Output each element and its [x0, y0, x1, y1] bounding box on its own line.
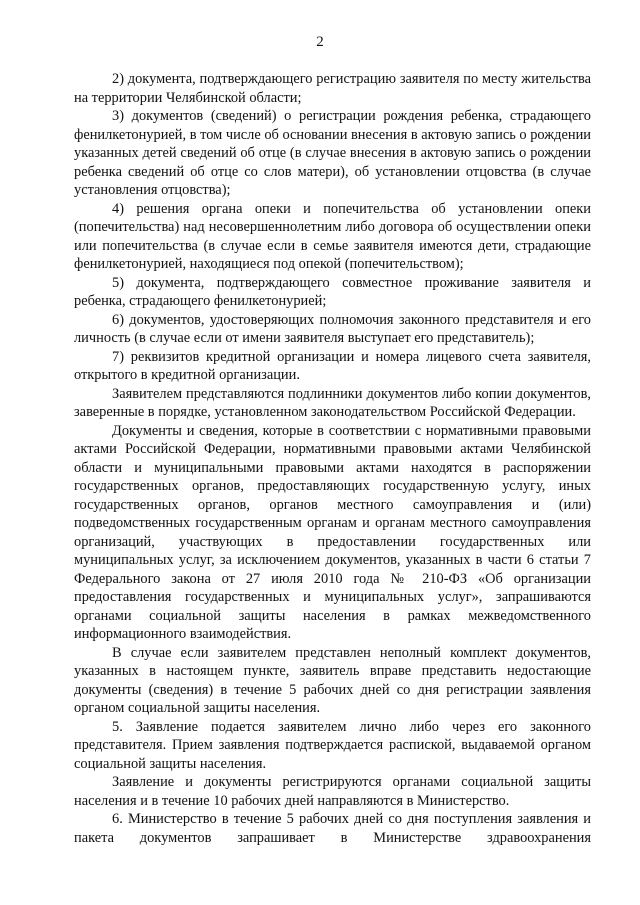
paragraph-incomplete-set: В случае если заявителем представлен неполный комплект документов, указанных в настоящем пункте, заявитель вправе представить недостающие документы (сведения) в течение 5 рабочих дней со дня регистрации заявления органом социальной защиты населения.: [74, 644, 591, 716]
page-number: 2: [316, 34, 324, 50]
paragraph-item-5: 5) документа, подтверждающего совместное проживание заявителя и ребенка, страдающего фенилкетонурией;: [74, 274, 591, 309]
paragraph-item-2: 2) документа, подтверждающего регистрацию заявителя по месту жительства на территории Челябинской области;: [74, 71, 591, 106]
paragraph-item-7: 7) реквизитов кредитной организации и номера лицевого счета заявителя, открытого в кредитной организации.: [74, 348, 591, 383]
paragraph-registration: Заявление и документы регистрируются органами социальной защиты населения и в течение 10 рабочих дней направляются в Министерство.: [74, 774, 591, 809]
paragraph-originals: Заявителем представляются подлинники документов либо копии документов, заверенные в порядке, установленном законодательством Российской Федерации.: [74, 385, 591, 420]
document-body: [74, 70, 591, 847]
paragraph-item-6: 6) документов, удостоверяющих полномочия законного представителя и его личность (в случае если от имени заявителя выступает его представитель);: [74, 311, 591, 346]
paragraph-clause-6: 6. Министерство в течение 5 рабочих дней со дня поступления заявления и пакета документов запрашивает в Министерстве здравоохранения: [74, 811, 591, 846]
paragraph-item-4: 4) решения органа опеки и попечительства об установлении опеки (попечительства) над несовершеннолетним либо договора об осуществлении опеки или попечительства (в случае если в семье заявителя имеются дети, страдающие фенилкетонурией, находящиеся под опекой (попечительством);: [74, 200, 591, 272]
paragraph-item-3: 3) документов (сведений) о регистрации рождения ребенка, страдающего фенилкетонурией, в том числе об основании внесения в актовую запись о рождении указанных детей сведений об отце (в случае внесения в актовую запись о рождении ребенка сведений об отце со слов матери), об установлении отцовства (в случае установления отцовства);: [74, 108, 591, 198]
paragraph-clause-5: 5. Заявление подается заявителем лично либо через его законного представителя. Прием заявления подтверждается распиской, выдаваемой органом социальной защиты населения.: [74, 718, 591, 772]
paragraph-interagency-documents: Документы и сведения, которые в соответствии с нормативными правовыми актами Российской Федерации, нормативными правовыми актами Челябинской области и муниципальными правовыми актами находятся в распоряжении государственных органов, предоставляющих государственную услугу, иных государственных органов, органов местного самоуправления и (или) подведомственных государственным органам и органам местного самоуправления организаций, участвующих в предоставлении государственных или муниципальных услуг, за исключением документов, указанных в части 6 статьи 7 Федерального закона от 27 июля 2010 года № 210-ФЗ «Об организации предоставления государственных и муниципальных услуг», запрашиваются органами социальной защиты населения в рамках межведомственного информационного взаимодействия.: [74, 422, 591, 642]
